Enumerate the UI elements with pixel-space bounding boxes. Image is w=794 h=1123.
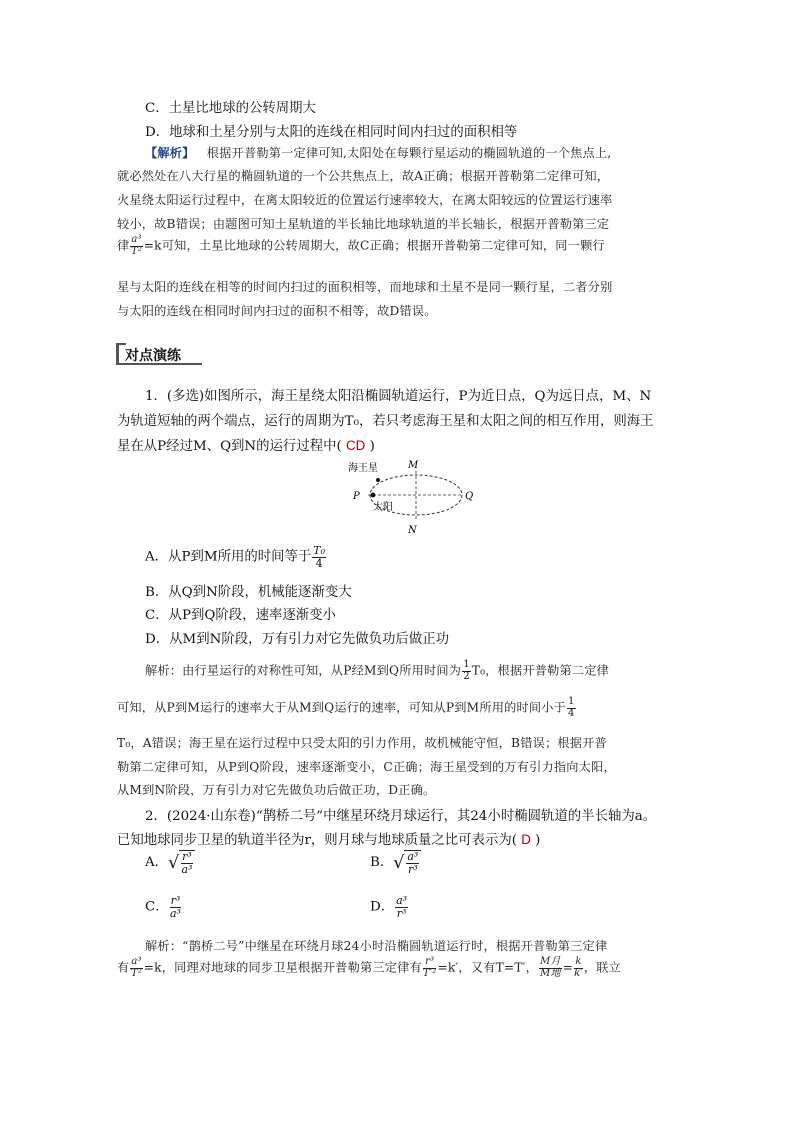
- frac-num: M月: [540, 956, 561, 967]
- q2-answer: D: [521, 832, 531, 847]
- frac-t2: T²: [131, 245, 143, 257]
- sol-text: 可知，从P到M运行的速率大于从M到Q运行的速率，可知从P到M所用的时间小于: [117, 700, 567, 715]
- frac-num: k: [575, 956, 582, 967]
- analysis-text: 根据开普勒第一定律可知,太阳处在每颗行星运动的椭圆轨道的一个焦点上,: [206, 146, 612, 160]
- q1-option-a-text: A．从P到M所用的时间等于: [145, 549, 312, 565]
- frac-den: T²: [131, 967, 143, 979]
- frac-a3: a³: [131, 234, 142, 245]
- frac-den: k′: [574, 967, 583, 979]
- q1-solution-4: 勒第二定律可知，从P到Q阶段，速率逐渐变小，C正确；海王星受到的万有引力指向太阳，: [117, 760, 616, 774]
- frac-den: 4: [568, 707, 575, 719]
- frac-a3-r3: [395, 895, 408, 919]
- label-p: P: [353, 491, 360, 502]
- text-rest: =k可知，土星比地球的公转周期大，故C正确；根据开普勒第二定律可知，同一颗行: [143, 238, 605, 253]
- q1-option-c: C．从P到Q阶段，速率逐渐变小: [145, 608, 336, 623]
- section-title: 对点演练: [125, 347, 181, 363]
- q1-line-1: 1．(多选)如图所示，海王星绕太阳沿椭圆轨道运行，P为近日点，Q为远日点，M、N: [145, 389, 652, 404]
- sun-dot: [371, 493, 376, 498]
- q1-solution-5: 从M到N阶段，万有引力对它先做负功后做正功，D正确。: [117, 783, 436, 797]
- frac-num: a³: [131, 956, 142, 967]
- q2-option-d: [370, 895, 409, 919]
- option-c: C．土星比地球的公转周期大: [145, 101, 316, 116]
- q1-line-3: [117, 435, 375, 454]
- q2-option-c: [145, 895, 182, 919]
- frac-den: T′²: [422, 967, 437, 979]
- q2-option-b: [370, 850, 421, 875]
- label-neptune: 海王星: [348, 463, 378, 474]
- q1-option-d: D．从M到N阶段，万有引力对它先做负功后做正功: [145, 632, 449, 647]
- analysis-line-5: [117, 235, 605, 257]
- analysis-line-1: [145, 144, 611, 161]
- analysis-line-4: 较小，故B错误；由题图可知土星轨道的半长轴比地球轨道的半长轴长，根据开普勒第三定: [117, 217, 610, 231]
- frac-num: r³: [182, 850, 192, 863]
- frac-num: 1: [463, 659, 470, 670]
- sol-text-2: =k，同理对地球的同步卫星根据开普勒第三定律有: [143, 960, 422, 975]
- label-q: Q: [465, 491, 474, 502]
- frac-num: T₀: [313, 544, 326, 557]
- sol-frac-quarter: [567, 697, 576, 719]
- q1-stem: 星在从P经过M、Q到N的运行过程中(: [117, 439, 342, 454]
- frac-num: r³: [423, 957, 437, 969]
- neptune-dot: [376, 478, 380, 482]
- q1-line-2: 为轨道短轴的两个端点，运行的周期为T₀，若只考虑海王星和太阳之间的相互作用，则海王: [117, 414, 654, 429]
- opt-label: B．: [370, 855, 394, 871]
- sol-text: 解析：由行星运行的对称性可知，从P经M到Q所用时间为: [145, 663, 462, 678]
- frac-den: r³: [407, 862, 418, 876]
- sqrt-r3-a3: √ $\frac{\text{r³}}{\text{a³}}$: [168, 850, 195, 875]
- opt-label: A．: [145, 855, 169, 871]
- frac-k: [574, 957, 583, 979]
- frac-num: r³: [170, 894, 181, 907]
- frac-den: 2: [463, 670, 470, 682]
- q2-stem: 已知地球同步卫星的轨道半径为r，则月球与地球质量之比可表示为(: [117, 833, 517, 848]
- q1-option-a: [145, 545, 327, 569]
- frac-r3-a3: [170, 895, 182, 919]
- label-n: N: [408, 525, 417, 536]
- label-m: M: [408, 460, 419, 471]
- frac-num: 1: [568, 696, 575, 707]
- frac-den: r³: [396, 906, 407, 920]
- q2-option-a: [145, 850, 195, 875]
- frac-den: a³: [181, 862, 193, 876]
- q1-answer: CD: [345, 438, 366, 453]
- q2-solution-1: 解析：“鹊桥二号”中继星在环绕月球24小时沿椭圆轨道运行时，根据开普勒第三定律: [145, 939, 608, 953]
- option-d: D．地球和土星分别与太阳的连线在相同时间内扫过的面积相等: [145, 125, 518, 140]
- sol-text: 有: [117, 960, 130, 975]
- orbit-figure: [340, 458, 490, 538]
- q2-paren: ): [535, 833, 541, 848]
- frac-a3-t2: [130, 957, 142, 979]
- q1-option-a-frac: [312, 545, 326, 569]
- sol-text-3: =k′，又有T=T′，: [437, 960, 539, 975]
- q2-line-2: [117, 829, 540, 848]
- analysis-line-2: 就必然处在八大行星的椭圆轨道的一个公共焦点上，故A正确；根据开普勒第二定律可知，: [117, 169, 610, 183]
- kepler-fraction: [130, 235, 142, 257]
- text-lv: 律: [117, 238, 130, 253]
- frac-den: M地: [540, 967, 561, 979]
- frac-num: a³: [407, 850, 419, 863]
- q1-solution-3: T₀，A错误；海王星在运行过程中只受太阳的引力作用，故机械能守恒，B错误；根据开普: [117, 736, 607, 750]
- q2-line-1: 2．(2024·山东卷)“鹊桥二号”中继星环绕月球运行，其24小时椭圆轨道的半长轴为a。: [145, 809, 657, 824]
- analysis-line-7: 与太阳的连线在相同时间内扫过的面积不相等，故D错误。: [117, 304, 437, 318]
- q2-solution-2: 有 $\frac{\text{a³}}{\text{T²}}$ =k，同理对地球的同步卫星根据开普勒第三定律有 $\frac{\text{r³}}{\text{T′²}}$ =k′，又有T=T′， $\frac{\text{M月}}{\text{M地}}$ = $\frac{k}{k'}$ ，联立: [117, 956, 621, 979]
- opt-label: C．: [145, 899, 169, 915]
- section-header: [116, 343, 202, 365]
- frac-num: a³: [396, 894, 408, 907]
- q1-solution-1: [145, 660, 609, 682]
- label-sun: 太阳: [373, 502, 393, 513]
- analysis-tag: 【解析】: [145, 146, 195, 160]
- sqrt-a3-r3: √ $\frac{\text{a³}}{\text{r³}}$: [393, 850, 421, 875]
- analysis-line-3: 火星绕太阳运行过程中，在离太阳较近的位置运行速率较大，在离太阳较远的位置运行速率: [117, 193, 613, 207]
- frac-den: 4: [315, 556, 323, 570]
- q1-solution-2: [117, 697, 577, 719]
- frac-den: a³: [169, 906, 181, 920]
- q1-paren: ): [369, 439, 375, 454]
- opt-label: D．: [370, 899, 395, 915]
- frac-mass: [539, 957, 562, 979]
- sol-text-4: ，联立: [583, 960, 621, 975]
- sol-text-2: T₀，根据开普勒第二定律: [471, 663, 610, 678]
- frac-r3-tp2: [423, 957, 437, 979]
- sol-frac-half: [462, 660, 471, 682]
- analysis-line-6: 星与太阳的连线在相等的时间内扫过的面积相等，而地球和土星不是同一颗行星，二者分别: [117, 280, 613, 294]
- q1-option-b: B．从Q到N阶段，机械能逐渐变大: [145, 585, 352, 600]
